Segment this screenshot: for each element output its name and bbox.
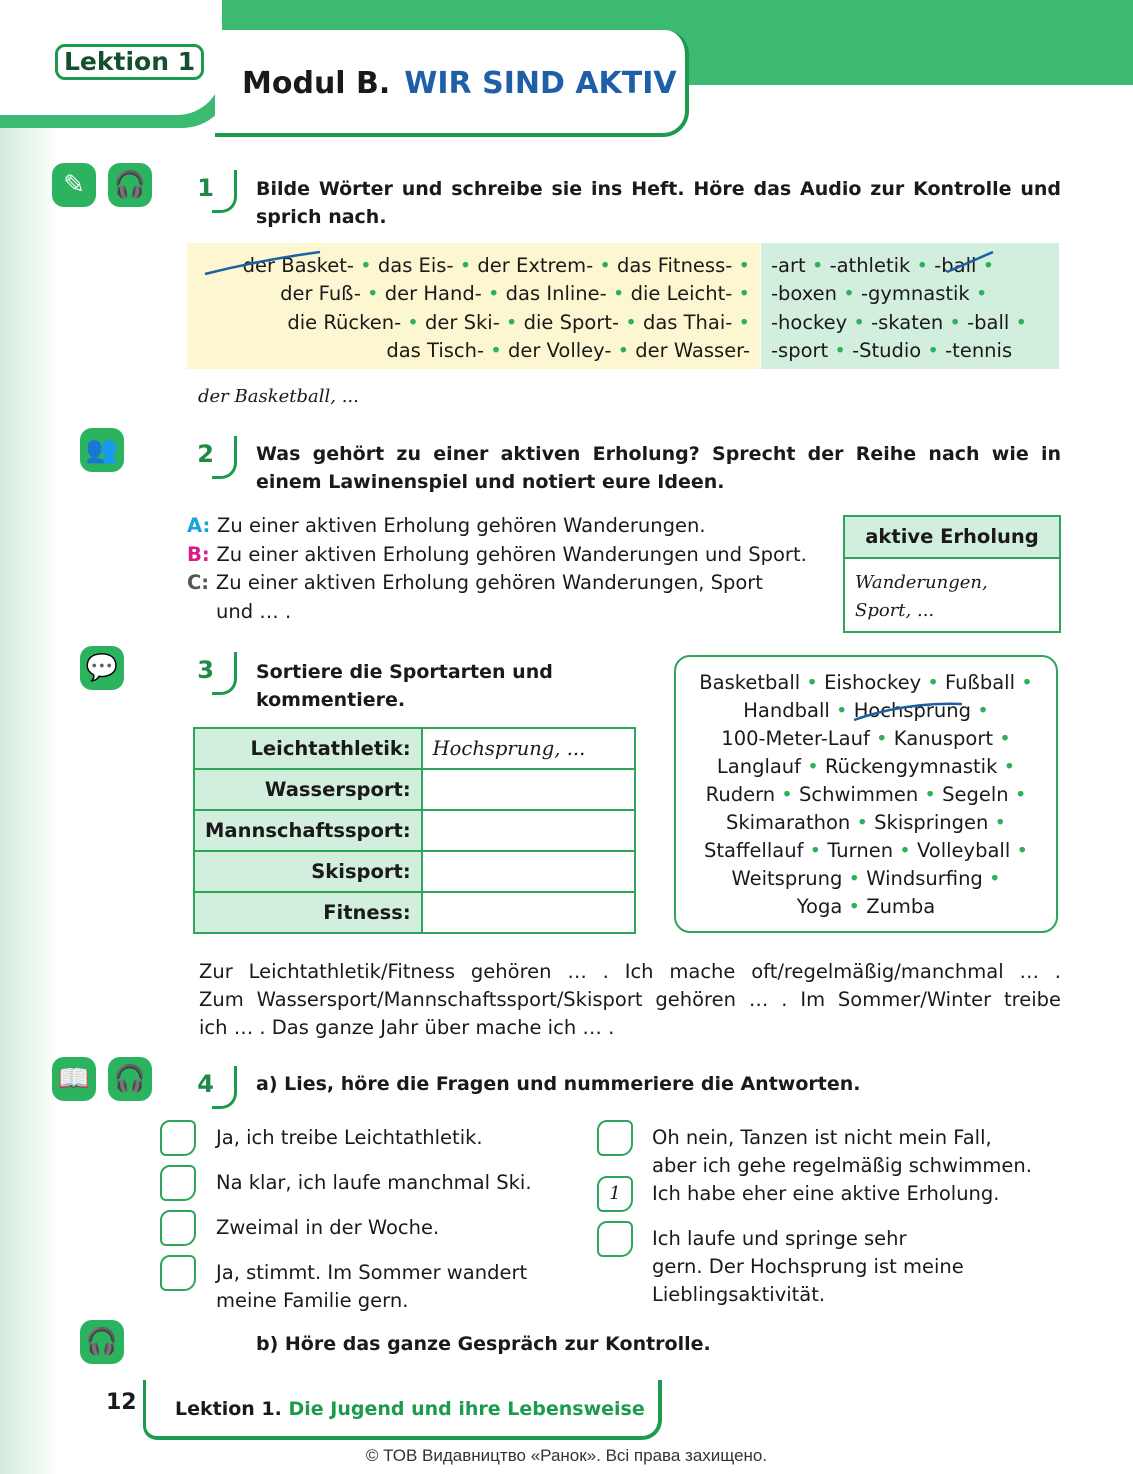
sport-line xyxy=(676,809,1056,837)
answer-line: Ich habe eher eine aktive Erholung. xyxy=(652,1182,1000,1205)
row-value: Hochsprung, ... xyxy=(422,728,635,769)
row-label: Leichtathletik: xyxy=(194,728,422,769)
word-item: der Volley- xyxy=(507,338,612,362)
answer-text xyxy=(652,1124,1032,1180)
answer-line: gern. Der Hochsprung ist meine xyxy=(652,1255,964,1278)
sport-line xyxy=(676,725,1056,753)
bullet-dot: • xyxy=(842,867,867,890)
comment-line: Zur Leichtathletik/Fitness gehören … . Ich mache oft/regelmäßig/manchmal … . xyxy=(199,960,1061,983)
word-item: Langlauf xyxy=(716,755,802,778)
bullet-dot: • xyxy=(893,839,917,862)
answer-number-box[interactable] xyxy=(160,1120,196,1156)
exercise-instruction: Was gehört zu einer aktiven Erholung? Sprecht der Reihe nach wie in einem Lawinenspiel und notiert eure Ideen. xyxy=(256,443,1061,493)
bullet-dot: • xyxy=(732,310,750,334)
answer-line: aber ich gehe regelmäßig schwimmen. xyxy=(652,1154,1032,1177)
headphones-icon: 🎧 xyxy=(80,1320,124,1364)
bullet-dot: • xyxy=(829,699,854,722)
row-label: Fitness: xyxy=(194,892,422,933)
word-item: -sport xyxy=(771,338,829,362)
bullet-dot: • xyxy=(484,338,508,362)
word-item: -ball xyxy=(934,254,977,277)
bullet-dot: • xyxy=(910,254,935,277)
bullet-dot: • xyxy=(606,282,631,306)
word-item: -hockey xyxy=(771,310,848,334)
word-item: Staffellauf xyxy=(704,839,804,862)
bullet-dot: • xyxy=(1010,839,1028,862)
answer-text xyxy=(216,1124,483,1152)
comment-text xyxy=(199,958,1061,1042)
word-item: Handball xyxy=(743,699,830,722)
word-item: das Inline- xyxy=(505,282,607,306)
table-row xyxy=(194,851,635,892)
answer-line: Ja, ich treibe Leichtathletik. xyxy=(216,1126,483,1149)
answer-line: Ja, stimmt. Im Sommer wandert xyxy=(216,1261,528,1284)
bullet-dot: • xyxy=(921,671,946,694)
answer-text xyxy=(652,1225,964,1309)
word-item: Yoga xyxy=(796,895,843,918)
aktive-erholung-box xyxy=(843,515,1061,633)
sport-line xyxy=(676,753,1056,781)
row-label: Mannschaftssport: xyxy=(194,810,422,851)
table-row xyxy=(194,892,635,933)
row-label: Skisport: xyxy=(194,851,422,892)
answer-line: Ich laufe und springe sehr xyxy=(652,1227,907,1250)
modul-title: WIR SIND AKTIV xyxy=(404,66,677,101)
word-item: Kanusport xyxy=(893,727,994,750)
bullet-dot: • xyxy=(969,282,988,306)
word-item: der Fuß- xyxy=(280,282,361,306)
answer-line: Na klar, ich laufe manchmal Ski. xyxy=(216,1171,532,1194)
exercise-number-mark xyxy=(212,1066,237,1109)
word-item: das Thai- xyxy=(642,310,733,334)
word-item: -skaten xyxy=(871,310,944,334)
page-title xyxy=(242,62,677,106)
dialogue-line xyxy=(187,541,817,570)
word-item: -ball xyxy=(967,310,1010,334)
word-item: die Sport- xyxy=(523,310,620,334)
strike-basket xyxy=(200,250,330,280)
bullet-dot: • xyxy=(943,310,968,334)
bullet-dot: • xyxy=(775,783,800,806)
bullet-dot: • xyxy=(869,727,894,750)
word-item: Hochsprung xyxy=(853,699,972,722)
lektion-badge: Lektion 1 xyxy=(55,44,204,80)
word-item: der Basket- xyxy=(242,254,354,277)
side-gradient xyxy=(0,0,60,1474)
word-item: Rudern xyxy=(705,783,776,806)
word-item: der Ski- xyxy=(425,310,500,334)
comment-line: Zum Wassersport/Mannschaftssport/Skisport gehören … . Im Sommer/Winter treibe xyxy=(199,988,1061,1011)
dialogue-text: Zu einer aktiven Erholung gehören Wanderungen, Sport xyxy=(215,571,763,594)
dialogue-line xyxy=(187,512,817,541)
bullet-dot: • xyxy=(997,755,1016,778)
word-parts-line xyxy=(190,280,750,308)
table-row xyxy=(194,728,635,769)
book-icon: 📖 xyxy=(52,1057,96,1101)
instruction-line: kommentiere. xyxy=(256,689,406,711)
word-item: Schwimmen xyxy=(799,783,919,806)
exercise-instruction xyxy=(256,658,553,714)
word-parts-right xyxy=(771,252,1061,365)
exercise-instruction: Bilde Wörter und schreibe sie ins Heft. Höre das Audio zur Kontrolle und sprich nach. xyxy=(256,178,1061,228)
instruction-line: Sortiere die Sportarten und xyxy=(256,661,553,683)
exercise-number: 1 xyxy=(197,174,214,202)
bullet-dot: • xyxy=(982,867,1001,890)
bullet-dot: • xyxy=(801,755,825,778)
row-value xyxy=(422,892,635,933)
word-parts-line xyxy=(190,337,750,365)
bullet-dot: • xyxy=(800,671,825,694)
word-item: Windsurfing xyxy=(866,867,983,890)
box-note: Sport, ... xyxy=(855,600,935,621)
dialogue-line xyxy=(187,598,817,627)
speaker-label: A: xyxy=(187,514,218,537)
bullet-dot: • xyxy=(353,254,378,277)
word-item: Fußball xyxy=(945,671,1015,694)
exercise-number: 2 xyxy=(197,440,214,468)
table-row xyxy=(194,810,635,851)
bullet-dot: • xyxy=(453,254,478,277)
answer-line: Zweimal in der Woche. xyxy=(216,1216,440,1239)
bullet-dot: • xyxy=(828,338,853,362)
footer-title xyxy=(175,1398,645,1420)
word-item: der Wasser- xyxy=(635,338,750,362)
bullet-dot: • xyxy=(593,254,618,277)
answer-line: Lieblingsaktivität. xyxy=(652,1283,826,1306)
answer-line: meine Familie gern. xyxy=(216,1289,409,1312)
word-item: Rückengymnastik xyxy=(824,755,998,778)
bullet-dot: • xyxy=(918,783,943,806)
bullet-dot: • xyxy=(842,895,867,918)
bullet-dot: • xyxy=(360,282,385,306)
sport-table xyxy=(193,727,636,934)
word-item: -Studio xyxy=(852,338,922,362)
row-label: Wassersport: xyxy=(194,769,422,810)
word-item: Skimarathon xyxy=(725,811,851,834)
exercise-number-mark xyxy=(212,170,237,213)
exercise-instruction-b: b) Höre das ganze Gespräch zur Kontrolle. xyxy=(256,1333,711,1355)
bullet-dot: • xyxy=(837,282,861,306)
bullet-dot: • xyxy=(803,839,828,862)
word-item: das Eis- xyxy=(377,254,454,277)
sport-line xyxy=(676,781,1056,809)
copyright: © ТОВ Видавництво «Ранок». Всі права захищено. xyxy=(365,1446,768,1465)
modul-label: Modul B. xyxy=(242,66,391,101)
sport-list xyxy=(674,655,1058,933)
answer-text xyxy=(216,1259,527,1315)
word-parts-line xyxy=(771,252,1061,280)
bullet-dot: • xyxy=(611,338,636,362)
headphones-icon: 🎧 xyxy=(108,1057,152,1101)
bullet-dot: • xyxy=(1008,783,1027,806)
comment-line: ich … . Das ganze Jahr über mache ich … . xyxy=(199,1016,615,1039)
page-number: 12 xyxy=(106,1390,137,1415)
box-title: aktive Erholung xyxy=(845,517,1059,559)
box-note: Wanderungen, xyxy=(855,572,988,593)
bullet-dot: • xyxy=(847,310,872,334)
word-item: Zumba xyxy=(866,895,936,918)
word-item: die Leicht- xyxy=(630,282,733,306)
dialogue-text: und … . xyxy=(216,599,292,623)
strike-hochsprung xyxy=(850,698,970,724)
headphones-icon: 🎧 xyxy=(108,163,152,207)
dialogue-text: Zu einer aktiven Erholung gehören Wanderungen und Sport. xyxy=(216,542,807,566)
word-item: Segeln xyxy=(942,783,1009,806)
answer-number-box[interactable] xyxy=(160,1255,196,1291)
bullet-dot: • xyxy=(401,310,426,334)
word-item: -art xyxy=(771,254,806,277)
word-parts-line xyxy=(771,337,1061,365)
row-value xyxy=(422,851,635,892)
word-item: die Rücken- xyxy=(287,310,402,334)
box-notes xyxy=(845,559,1059,625)
row-value xyxy=(422,810,635,851)
word-item: das Fitness- xyxy=(617,254,733,277)
bullet-dot: • xyxy=(921,338,946,362)
answer-number-box[interactable]: 1 xyxy=(597,1176,633,1212)
bullet-dot: • xyxy=(619,310,643,334)
table-row xyxy=(194,769,635,810)
bullet-dot: • xyxy=(499,310,524,334)
answer-text xyxy=(216,1169,532,1197)
exercise-example: der Basketball, ... xyxy=(198,386,359,407)
chat-icon: 💬 xyxy=(80,646,124,690)
answer-number-box[interactable] xyxy=(597,1120,633,1156)
answer-text xyxy=(216,1214,439,1242)
dialogue-line xyxy=(187,569,817,598)
word-parts-line xyxy=(190,309,750,337)
bullet-dot: • xyxy=(993,727,1011,750)
exercise-instruction: a) Lies, höre die Fragen und nummeriere die Antworten. xyxy=(256,1073,861,1095)
answer-number-box[interactable] xyxy=(160,1165,196,1201)
bullet-dot: • xyxy=(481,282,506,306)
bullet-dot: • xyxy=(971,699,989,722)
bullet-dot: • xyxy=(850,811,875,834)
word-item: Eishockey xyxy=(824,671,922,694)
dialogue-lines xyxy=(187,512,817,626)
word-item: der Hand- xyxy=(384,282,482,306)
pencil-icon: ✎ xyxy=(52,163,96,207)
bullet-dot: • xyxy=(1009,310,1028,334)
exercise-number: 4 xyxy=(197,1070,214,1098)
word-item: der Extrem- xyxy=(477,254,594,277)
group-icon: 👥 xyxy=(80,428,124,472)
sport-line xyxy=(676,669,1056,697)
word-parts-line xyxy=(771,309,1061,337)
word-item: -boxen xyxy=(771,282,838,306)
word-item: -gymnastik xyxy=(860,282,970,306)
answer-number-box[interactable] xyxy=(160,1210,196,1246)
word-item: 100-Meter-Lauf xyxy=(721,727,870,750)
bullet-dot: • xyxy=(988,811,1007,834)
strike-ball xyxy=(945,250,1000,280)
bullet-dot: • xyxy=(805,254,830,277)
word-item: Basketball xyxy=(699,671,801,694)
word-item: -tennis xyxy=(945,338,1013,362)
bullet-dot: • xyxy=(976,254,995,277)
exercise-number-mark xyxy=(212,652,237,695)
exercise-number-mark xyxy=(212,436,237,479)
sport-line xyxy=(676,865,1056,893)
word-item: das Tisch- xyxy=(386,338,485,362)
word-item: Skispringen xyxy=(874,811,989,834)
answer-number-box[interactable] xyxy=(597,1221,633,1257)
speaker-label: C: xyxy=(187,571,216,594)
bullet-dot: • xyxy=(732,282,750,306)
word-item: Turnen xyxy=(827,839,894,862)
answer-line: Oh nein, Tanzen ist nicht mein Fall, xyxy=(652,1126,992,1149)
footer-lektion: Lektion 1. xyxy=(175,1398,282,1420)
footer-chapter: Die Jugend und ihre Lebensweise xyxy=(288,1398,645,1420)
bullet-dot: • xyxy=(732,254,750,277)
word-item: Weitsprung xyxy=(731,867,843,890)
word-parts-line xyxy=(771,280,1061,308)
exercise-number: 3 xyxy=(197,656,214,684)
answer-text xyxy=(652,1180,1000,1208)
bullet-dot: • xyxy=(1015,671,1033,694)
sport-line xyxy=(676,837,1056,865)
speaker-label: B: xyxy=(187,542,217,566)
word-item: Volleyball xyxy=(916,839,1011,862)
row-value xyxy=(422,769,635,810)
sport-line xyxy=(676,893,1056,921)
word-item: -athletik xyxy=(829,254,911,277)
dialogue-text: Zu einer aktiven Erholung gehören Wanderungen. xyxy=(217,514,706,537)
